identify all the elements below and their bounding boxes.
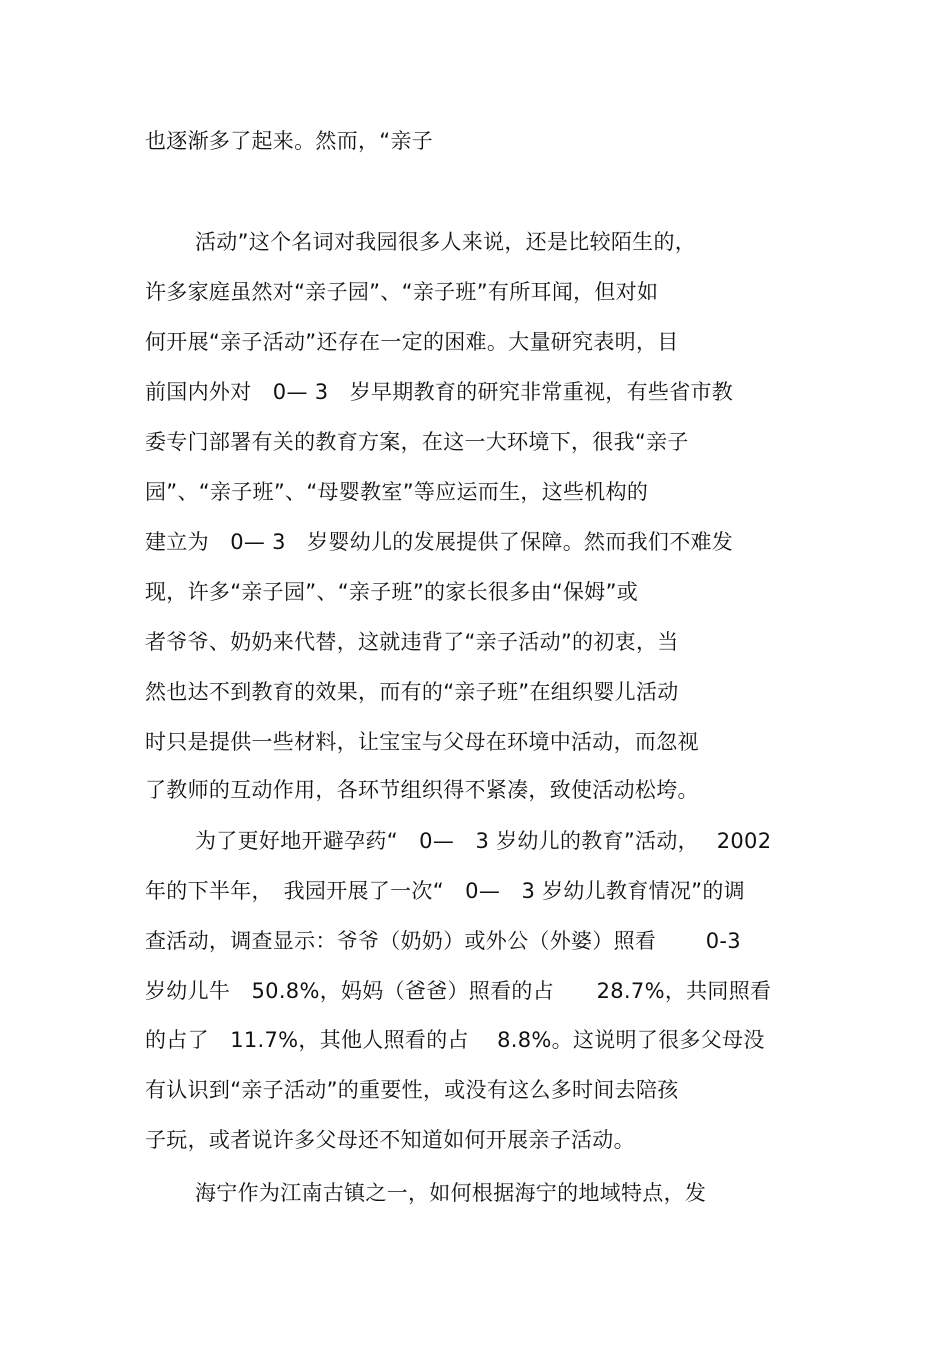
text-line-13: 了教师的互动作用，各环节组织得不紧凑，致使活动松垮。 xyxy=(145,778,699,802)
text-line-6: 委专门部署有关的教育方案，在这一大环境下，很我“亲子 xyxy=(145,430,689,454)
text-line-2: 活动”这个名词对我园很多人来说，还是比较陌生的， xyxy=(195,230,697,254)
text-line-14: 为了更好地开避孕药“ 0— 3 岁幼儿的教育”活动， 2002 xyxy=(195,829,772,853)
text-line-12: 时只是提供一些材料，让宝宝与父母在环境中活动，而忽视 xyxy=(145,730,699,754)
text-line-20: 子玩，或者说许多父母还不知道如何开展亲子活动。 xyxy=(145,1128,635,1152)
text-line-9: 现，许多“亲子园”、“亲子班”的家长很多由“保姆”或 xyxy=(145,580,639,604)
text-line-8: 建立为 0— 3 岁婴幼儿的发展提供了保障。然而我们不难发 xyxy=(145,530,734,554)
text-line-16: 查活动，调查显示：爷爷（奶奶）或外公（外婆）照看 0-3 xyxy=(145,929,741,953)
text-line-3: 许多家庭虽然对“亲子园”、“亲子班”有所耳闻，但对如 xyxy=(145,280,659,304)
text-line-7: 园”、“亲子班”、“母婴教室”等应运而生，这些机构的 xyxy=(145,480,649,504)
text-line-21: 海宁作为江南古镇之一，如何根据海宁的地域特点，发 xyxy=(195,1181,707,1205)
text-line-19: 有认识到“亲子活动”的重要性，或没有这么多时间去陪孩 xyxy=(145,1078,679,1102)
text-line-15: 年的下半年， 我园开展了一次“ 0— 3 岁幼儿教育情况”的调 xyxy=(145,879,745,903)
text-line-1: 也逐渐多了起来。然而，“亲子 xyxy=(145,129,434,153)
text-line-11: 然也达不到教育的效果，而有的“亲子班”在组织婴儿活动 xyxy=(145,680,679,704)
text-line-17: 岁幼儿牛 50.8%，妈妈（爸爸）照看的占 28.7%，共同照看 xyxy=(145,979,772,1003)
text-line-4: 何开展“亲子活动”还存在一定的困难。大量研究表明，目 xyxy=(145,330,679,354)
text-line-5: 前国内外对 0— 3 岁早期教育的研究非常重视，有些省市教 xyxy=(145,380,734,404)
text-line-10: 者爷爷、奶奶来代替，这就违背了“亲子活动”的初衷，当 xyxy=(145,630,679,654)
text-line-18: 的占了 11.7%，其他人照看的占 8.8%。这说明了很多父母没 xyxy=(145,1028,765,1052)
